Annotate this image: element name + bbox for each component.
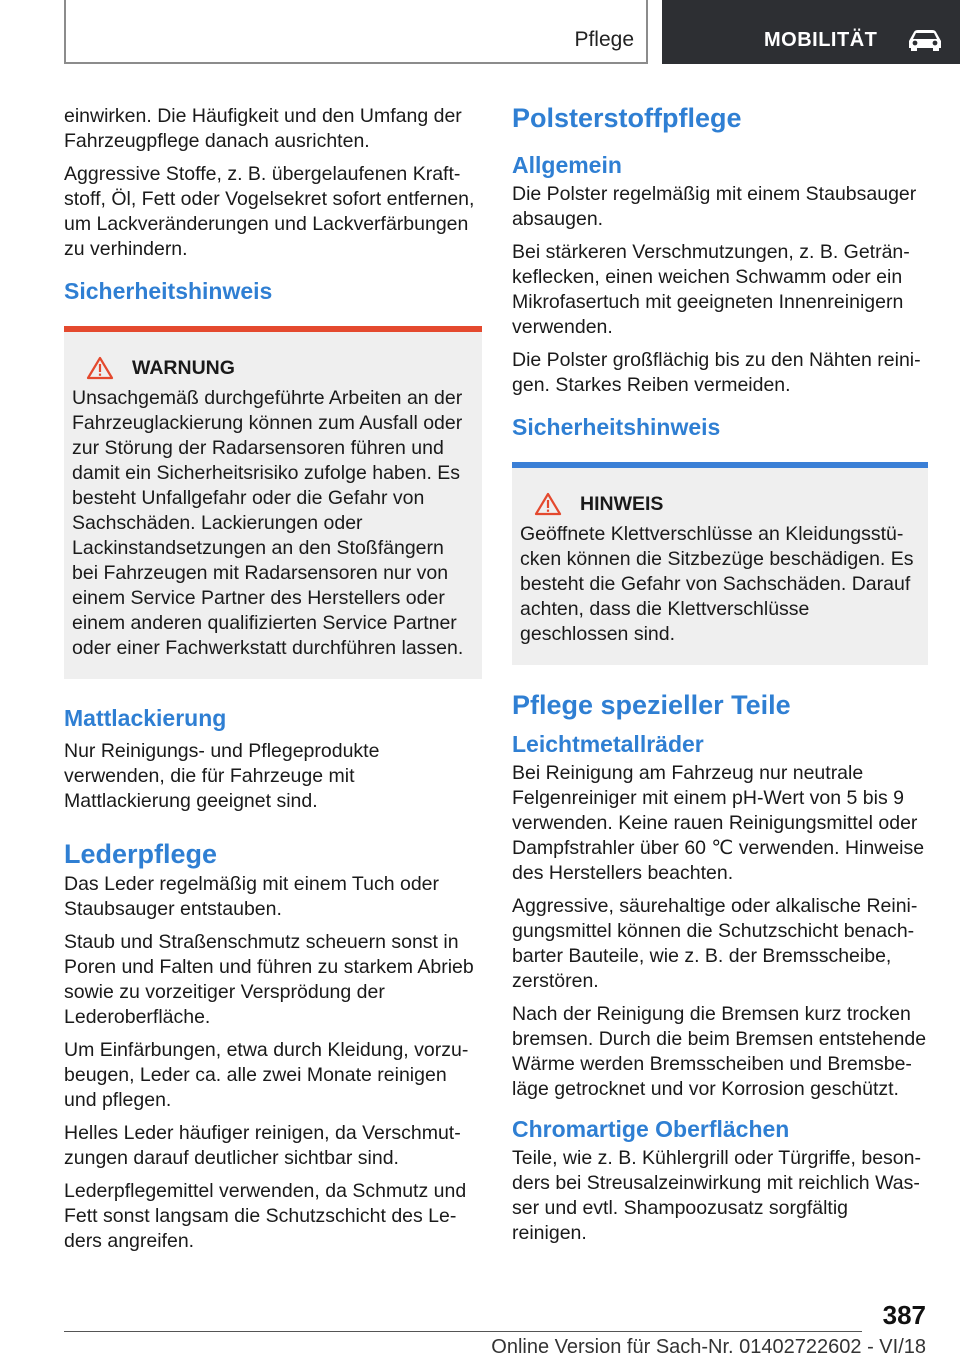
paragraph: Nur Reinigungs- und Pflegeprodukte verwenden, die für Fahrzeuge mit Mattlackierung geeignet sind. bbox=[64, 740, 380, 812]
header-frame bbox=[64, 0, 648, 64]
paragraph: Staub und Straßenschmutz scheuern sonst in Poren und Falten und führen zu starkem Abrieb sowie zu vorzeitiger Versprödung der Lederoberfläche. bbox=[64, 931, 474, 1028]
paragraph: Bei Reinigung am Fahrzeug nur neutrale Felgenreiniger mit einem pH-Wert von 5 bis 9 verwenden. Keine rauen Reinigungsmittel oder Dampfstrahler über 60 ℃ verwenden. Hinweise des Herstellers beachten. bbox=[512, 762, 925, 884]
paragraph: Teile, wie z. B. Kühlergrill oder Türgriffe, besonders bei Streusalzeinwirkung mit reichlich Wasser und evtl. Shampoozusatz sorgfältig reinigen. bbox=[512, 1147, 921, 1244]
section-heading: Mattlackierung bbox=[64, 705, 227, 731]
hint-box bbox=[512, 462, 928, 665]
chapter-heading: Lederpflege bbox=[64, 839, 218, 869]
warning-title: WARNUNG bbox=[132, 356, 235, 379]
paragraph: Die Polster großflächig bis zu den Nähten reinigen. Starkes Reiben vermeiden. bbox=[512, 349, 921, 396]
section-heading: Chromartige Oberflächen bbox=[512, 1116, 790, 1142]
section-heading: Allgemein bbox=[512, 152, 622, 178]
paragraph: einwirken. Die Häufigkeit und den Umfang der Fahrzeugpflege danach ausrichten. bbox=[64, 105, 462, 152]
warning-text: Unsachgemäß durchgeführte Arbeiten an der Fahrzeuglackierung können zum Ausfall oder zur Störung der Radarsensoren führen und damit ein Sicherheitsrisiko zufolge haben. Es besteht Unfallgefahr oder die Gefahr von Sachschäden. Lackierungen oder Lackinstandsetzungen an den Stoßfängern bei Fahrzeugen mit Radarsensoren nur von einem Service Partner des Herstellers oder einem anderen qualifizierten Service Partner oder einer Fachwerkstatt durchführen lassen. bbox=[72, 387, 464, 659]
warning-triangle-icon bbox=[534, 492, 562, 516]
warning-box bbox=[64, 326, 482, 679]
chapter-tab bbox=[662, 0, 960, 64]
section-heading: Leichtmetallräder bbox=[512, 731, 704, 757]
section-label: Pflege bbox=[574, 28, 634, 51]
hint-text: Geöffnete Klettverschlüsse an Kleidungsstücken können die Sitzbezüge beschädigen. Es besteht die Gefahr von Sachschäden. Darauf achten, dass die Klettverschlüsse geschlossen sind. bbox=[520, 523, 914, 645]
hint-title: HINWEIS bbox=[580, 492, 664, 515]
chapter-heading: Pflege spezieller Teile bbox=[512, 690, 791, 720]
paragraph: Um Einfärbungen, etwa durch Kleidung, vorzubeugen, Leder ca. alle zwei Monate reinigen und pflegen. bbox=[64, 1039, 469, 1111]
footer-divider bbox=[64, 1331, 862, 1332]
paragraph: Aggressive Stoffe, z. B. übergelaufenen Kraftstoff, Öl, Fett oder Vogelsekret sofort entfernen, um Lackveränderungen und Lackverfärbungen zu verhindern. bbox=[64, 163, 475, 260]
paragraph: Helles Leder häufiger reinigen, da Verschmutzungen darauf deutlicher sichtbar sind. bbox=[64, 1122, 461, 1169]
car-icon bbox=[906, 28, 944, 52]
paragraph: Nach der Reinigung die Bremsen kurz trocken bremsen. Durch die beim Bremsen entstehende Wärme werden Bremsscheiben und Bremsbeläge getrocknet und vor Korrosion geschützt. bbox=[512, 1003, 927, 1100]
paragraph: Aggressive, säurehaltige oder alkalische Reinigungsmittel können die Schutzschicht benachbarter Bauteile, wie z. B. der Bremsscheibe, zerstören. bbox=[512, 895, 918, 992]
page-number: 387 bbox=[882, 1300, 926, 1330]
paragraph: Die Polster regelmäßig mit einem Staubsauger absaugen. bbox=[512, 183, 917, 230]
paragraph: Lederpflegemittel verwenden, da Schmutz und Fett sonst langsam die Schutzschicht des Leders angreifen. bbox=[64, 1180, 467, 1252]
paragraph: Das Leder regelmäßig mit einem Tuch oder Staubsauger entstauben. bbox=[64, 873, 440, 920]
chapter-heading: Polsterstoffpflege bbox=[512, 103, 742, 133]
footer-text: Online Version für Sach-Nr. 01402722602 - VI/18 bbox=[491, 1336, 926, 1358]
chapter-label: MOBILITÄT bbox=[764, 29, 878, 51]
right-column bbox=[512, 102, 928, 1254]
section-heading: Sicherheitshinweis bbox=[64, 278, 273, 304]
paragraph: Bei stärkeren Verschmutzungen, z. B. Getränkeflecken, einen weichen Schwamm oder ein Mikrofasertuch mit geeigneten Innenreinigern verwenden. bbox=[512, 241, 910, 338]
warning-triangle-icon bbox=[86, 356, 114, 380]
left-column bbox=[64, 104, 482, 1262]
section-heading: Sicherheitshinweis bbox=[512, 414, 721, 440]
